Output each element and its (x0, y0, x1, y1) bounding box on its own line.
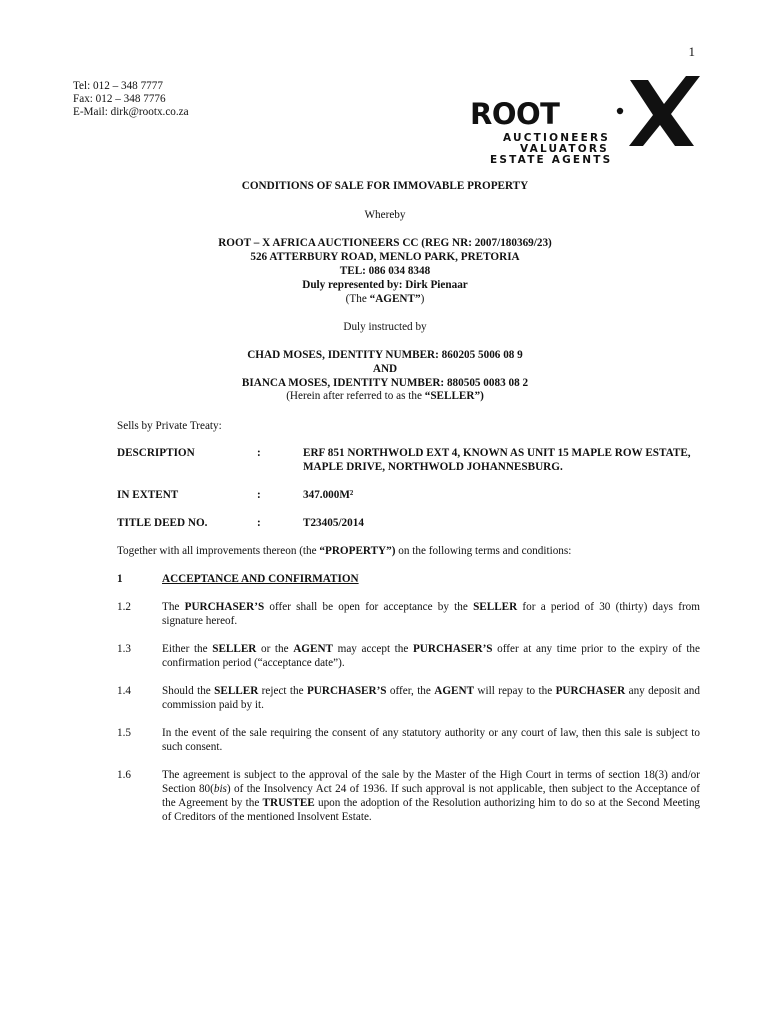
duly-instructed-text: Duly instructed by (343, 321, 427, 333)
clause-number: 1.6 (117, 769, 131, 781)
agent-name: ROOT – X AFRICA AUCTIONEERS CC (REG NR: 2007/180369/23) (218, 237, 552, 249)
section-number: 1 (117, 573, 123, 585)
row-value: ERF 851 NORTHWOLD EXT 4, KNOWN AS UNIT 15 MAPLE ROW ESTATE, MAPLE DRIVE, NORTHWOLD JOHANNESBURG. (303, 447, 691, 473)
svg-text:ROOT: ROOT (470, 97, 560, 131)
clause-text: The agreement is subject to the approval of the sale by the Master of the High Court in terms of section 18(3) and/or Section 80(bis) of the Insolvency Act 24 of 1936. If such approval is not applicable, then subject to the Acceptance of the Agreement by the TRUSTEE upon the adoption of the Resolution authorizing him to do so at the Second Meeting of Creditors of the mentioned Insolvent Estate. (162, 769, 701, 823)
clause-text: In the event of the sale requiring the consent of any statutory authority or any court of law, then this sale is subject to such consent. (162, 727, 700, 753)
document-title: CONDITIONS OF SALE FOR IMMOVABLE PROPERTY (241, 180, 529, 192)
agent-tel: TEL: 086 034 8348 (339, 265, 431, 277)
row-label: TITLE DEED NO. (117, 517, 208, 529)
seller-1: CHAD MOSES, IDENTITY NUMBER: 860205 5006 08 9 (247, 349, 523, 361)
svg-text:AUCTIONEERS: AUCTIONEERS (503, 132, 611, 144)
row-colon: : (257, 517, 261, 529)
agent-definition: (The “AGENT”) (345, 293, 425, 305)
contact-tel: Tel: 012 – 348 7777 (73, 80, 163, 92)
root-x-logo (468, 72, 700, 167)
page-number: 1 (688, 44, 695, 59)
clause-text: Either the SELLER or the AGENT may accept the PURCHASER’S offer at any time prior to the expiry of the confirmation period (“acceptance date”). (162, 643, 700, 669)
row-colon: : (257, 447, 261, 459)
section-title: ACCEPTANCE AND CONFIRMATION (162, 573, 359, 585)
root-x-logo-graphic (468, 72, 700, 167)
contact-block (73, 80, 189, 119)
svg-text:VALUATORS: VALUATORS (520, 143, 609, 155)
agent-address: 526 ATTERBURY ROAD, MENLO PARK, PRETORIA (250, 251, 520, 263)
svg-text:ESTATE AGENTS: ESTATE AGENTS (490, 154, 613, 166)
clause-number: 1.3 (117, 643, 131, 655)
row-colon: : (257, 489, 261, 501)
clause-number: 1.2 (117, 601, 131, 613)
clause-number: 1.5 (117, 727, 131, 739)
row-value: 347.000M² (303, 489, 354, 501)
contact-email: E-Mail: dirk@rootx.co.za (73, 106, 189, 118)
together-text: Together with all improvements thereon (the “PROPERTY”) on the following terms and conditions: (117, 545, 572, 557)
seller-definition: (Herein after referred to as the “SELLER”) (286, 390, 484, 402)
seller-2: BIANCA MOSES, IDENTITY NUMBER: 880505 0083 08 2 (241, 377, 529, 389)
row-value: T23405/2014 (303, 517, 364, 529)
agent-representative: Duly represented by: Dirk Pienaar (302, 279, 468, 291)
clause-number: 1.4 (117, 685, 131, 697)
seller-and: AND (372, 363, 398, 375)
sells-by-text: Sells by Private Treaty: (117, 420, 222, 432)
contact-fax: Fax: 012 – 348 7776 (73, 93, 166, 105)
clause-text: The PURCHASER’S offer shall be open for acceptance by the SELLER for a period of 30 (thirty) days from signature hereof. (162, 601, 700, 627)
clause-text: Should the SELLER reject the PURCHASER’S offer, the AGENT will repay to the PURCHASER any deposit and commission paid by it. (162, 685, 700, 711)
row-label: DESCRIPTION (117, 447, 195, 459)
row-label: IN EXTENT (117, 489, 179, 501)
whereby-text: Whereby (364, 209, 406, 221)
